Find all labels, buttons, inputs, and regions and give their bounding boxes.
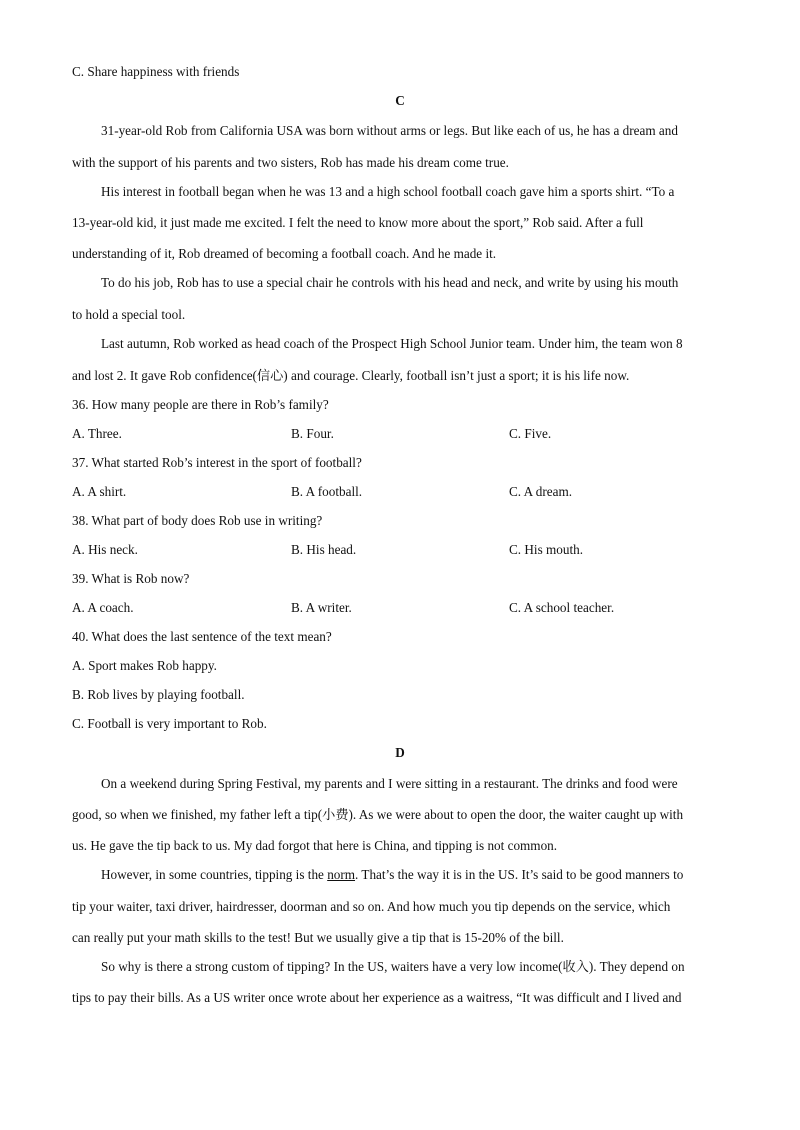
question-37-option-c: C. A dream. <box>509 484 572 499</box>
section-c-paragraph-4-line-1: Last autumn, Rob worked as head coach of the Prospect High School Junior team. Under him, the team won 8 <box>101 336 683 351</box>
question-38: 38. What part of body does Rob use in writing? <box>72 513 323 528</box>
question-39: 39. What is Rob now? <box>72 571 190 586</box>
section-d-paragraph-1-line-3: us. He gave the tip back to us. My dad forgot that here is China, and tipping is not common. <box>72 838 558 853</box>
question-38-option-a: A. His neck. <box>72 542 138 557</box>
section-c-paragraph-2-line-3: understanding of it, Rob dreamed of becoming a football coach. And he made it. <box>72 246 497 261</box>
question-40-option-b: B. Rob lives by playing football. <box>72 687 245 702</box>
question-38-option-c: C. His mouth. <box>509 542 584 557</box>
section-d-paragraph-3-line-1: So why is there a strong custom of tipping? In the US, waiters have a very low income(收入). They depend on <box>101 959 685 974</box>
section-c-paragraph-1-line-1: 31-year-old Rob from California USA was born without arms or legs. But like each of us, he has a dream and <box>101 123 678 138</box>
question-37-option-b: B. A football. <box>291 484 363 499</box>
section-d-paragraph-2-line-2: tip your waiter, taxi driver, hairdresser, doorman and so on. And how much you tip depends on the service, which <box>72 899 671 914</box>
section-c-paragraph-2-line-2: 13-year-old kid, it just made me excited. I felt the need to know more about the sport,” Rob said. After a full <box>72 215 644 230</box>
question-38-option-b: B. His head. <box>291 542 357 557</box>
question-39-option-b: B. A writer. <box>291 600 352 615</box>
section-c-paragraph-2-line-1: His interest in football began when he was 13 and a high school football coach gave him a sports shirt. “To a <box>101 184 675 199</box>
question-37: 37. What started Rob’s interest in the sport of football? <box>72 455 362 470</box>
question-39-option-c: C. A school teacher. <box>509 600 615 615</box>
question-40: 40. What does the last sentence of the text mean? <box>72 629 332 644</box>
section-d-paragraph-1-line-2: good, so when we finished, my father left a tip(小费). As we were about to open the door, the waiter caught up with <box>72 807 684 822</box>
section-c-paragraph-1-line-2: with the support of his parents and two sisters, Rob has made his dream come true. <box>72 155 509 170</box>
section-c-heading: C <box>395 93 405 108</box>
section-c-paragraph-3-line-1: To do his job, Rob has to use a special chair he controls with his head and neck, and write by using his mouth <box>101 275 679 290</box>
norm-sentence-end: . That’s the way it is in the US. It’s said to be good manners to <box>355 867 684 882</box>
section-d-paragraph-2-line-1 <box>101 866 683 884</box>
section-c-paragraph-4-line-2: and lost 2. It gave Rob confidence(信心) and courage. Clearly, football isn’t just a sport; it is his life now. <box>72 368 630 383</box>
question-39-option-a: A. A coach. <box>72 600 134 615</box>
question-36: 36. How many people are there in Rob’s family? <box>72 397 329 412</box>
question-36-option-a: A. Three. <box>72 426 122 441</box>
section-d-paragraph-2-line-3: can really put your math skills to the test! But we usually give a tip that is 15-20% of the bill. <box>72 930 564 945</box>
section-d-paragraph-1-line-1: On a weekend during Spring Festival, my parents and I were sitting in a restaurant. The drinks and food were <box>101 776 678 791</box>
question-36-option-b: B. Four. <box>291 426 334 441</box>
question-37-option-a: A. A shirt. <box>72 484 127 499</box>
prev-option-c: C. Share happiness with friends <box>72 64 240 79</box>
section-d-paragraph-3-line-2: tips to pay their bills. As a US writer once wrote about her experience as a waitress, “It was difficult and I lived and <box>72 990 682 1005</box>
question-40-option-a: A. Sport makes Rob happy. <box>72 658 217 673</box>
question-36-option-c: C. Five. <box>509 426 552 441</box>
section-c-paragraph-3-line-2: to hold a special tool. <box>72 307 186 322</box>
question-40-option-c: C. Football is very important to Rob. <box>72 716 267 731</box>
section-d-heading: D <box>395 745 405 760</box>
norm-sentence-start: However, in some countries, tipping is the <box>101 867 328 882</box>
underlined-word-norm: norm <box>327 867 356 882</box>
